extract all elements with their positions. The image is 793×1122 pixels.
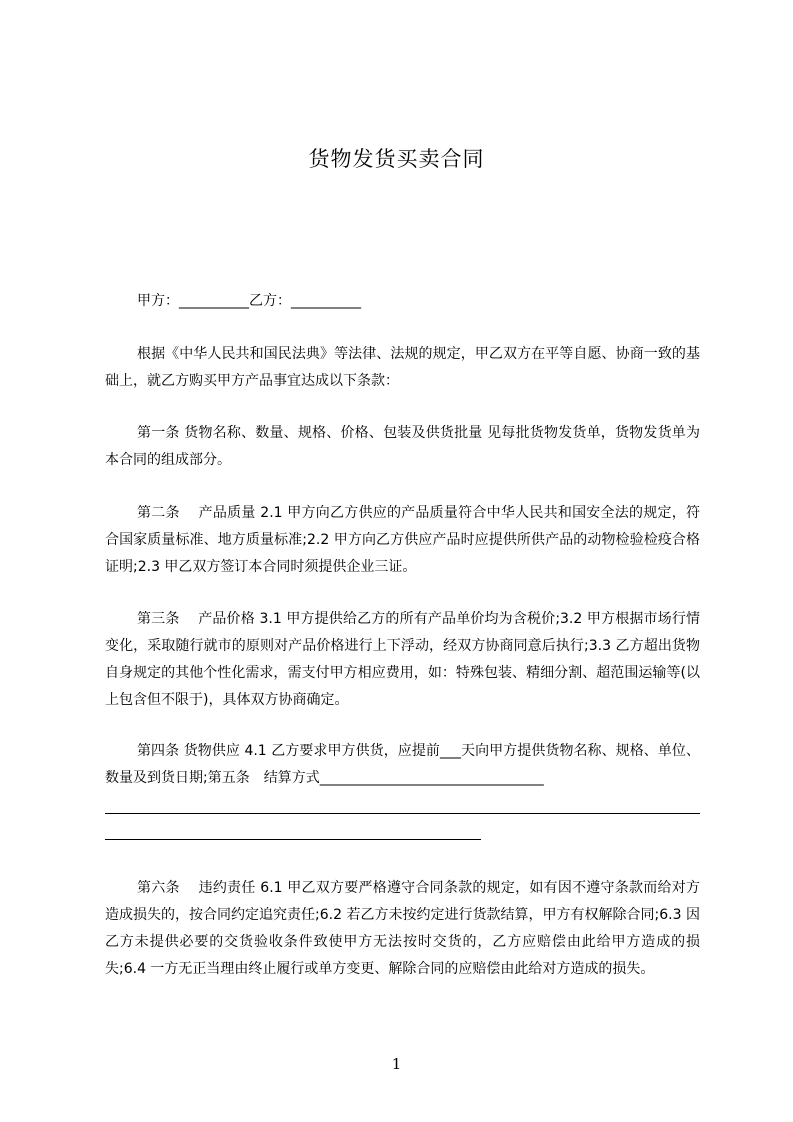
article-2-paragraph: 第二条 产品质量 2.1 甲方向乙方供应的产品质量符合中华人民共和国安全法的规定，符合国家质量标准、地方质量标准;2.2 甲方向乙方供应产品时应提供所供产品的动物检验检疫合格证明;2.3 甲乙双方签订本合同时须提供企业三证。 [105, 505, 700, 575]
preamble-paragraph: 根据《中华人民共和国民法典》等法律、法规的规定，甲乙双方在平等自愿、协商一致的基础上，就乙方购买甲方产品事宜达成以下条款： [105, 346, 700, 389]
parties-line: 甲方：__________乙方：__________ [137, 293, 361, 309]
article-3-paragraph: 第三条 产品价格 3.1 甲方提供给乙方的所有产品单价均为含税价;3.2 甲方根据市场行情变化，采取随行就市的原则对产品价格进行上下浮动，经双方协商同意后执行;3.3 乙方超出货物自身规定的其他个性化需求，需支付甲方相应费用，如：特殊包装、精细分割、超范围运输等(以上包含但不限于)，具体双方协商确定。 [105, 611, 700, 708]
page-number: 1 [391, 1055, 402, 1073]
article-6-paragraph: 第六条 违约责任 6.1 甲乙双方要严格遵守合同条款的规定，如有因不遵守条款而给对方造成损失的，按合同约定追究责任;6.2 若乙方未按约定进行货款结算，甲方有权解除合同;6.3 因乙方未提供必要的交货验收条件致使甲方无法按时交货的，乙方应赔偿由此给甲方造成的损失;6.4 一方无正当理由终止履行或单方变更、解除合同的应赔偿由此给对方造成的损失。 [105, 880, 700, 977]
document-title: 货物发货买卖合同 [308, 147, 485, 171]
settlement-blank-line [105, 813, 700, 814]
settlement-blank-line [105, 839, 481, 840]
article-1-paragraph: 第一条 货物名称、数量、规格、价格、包装及供货批量 见每批货物发货单，货物发货单为本合同的组成部分。 [105, 425, 700, 468]
article-4-5-paragraph: 第四条 货物供应 4.1 乙方要求甲方供货，应提前___天向甲方提供货物名称、规格、单位、数量及到货日期;第五条 结算方式________________________________ [105, 743, 700, 786]
